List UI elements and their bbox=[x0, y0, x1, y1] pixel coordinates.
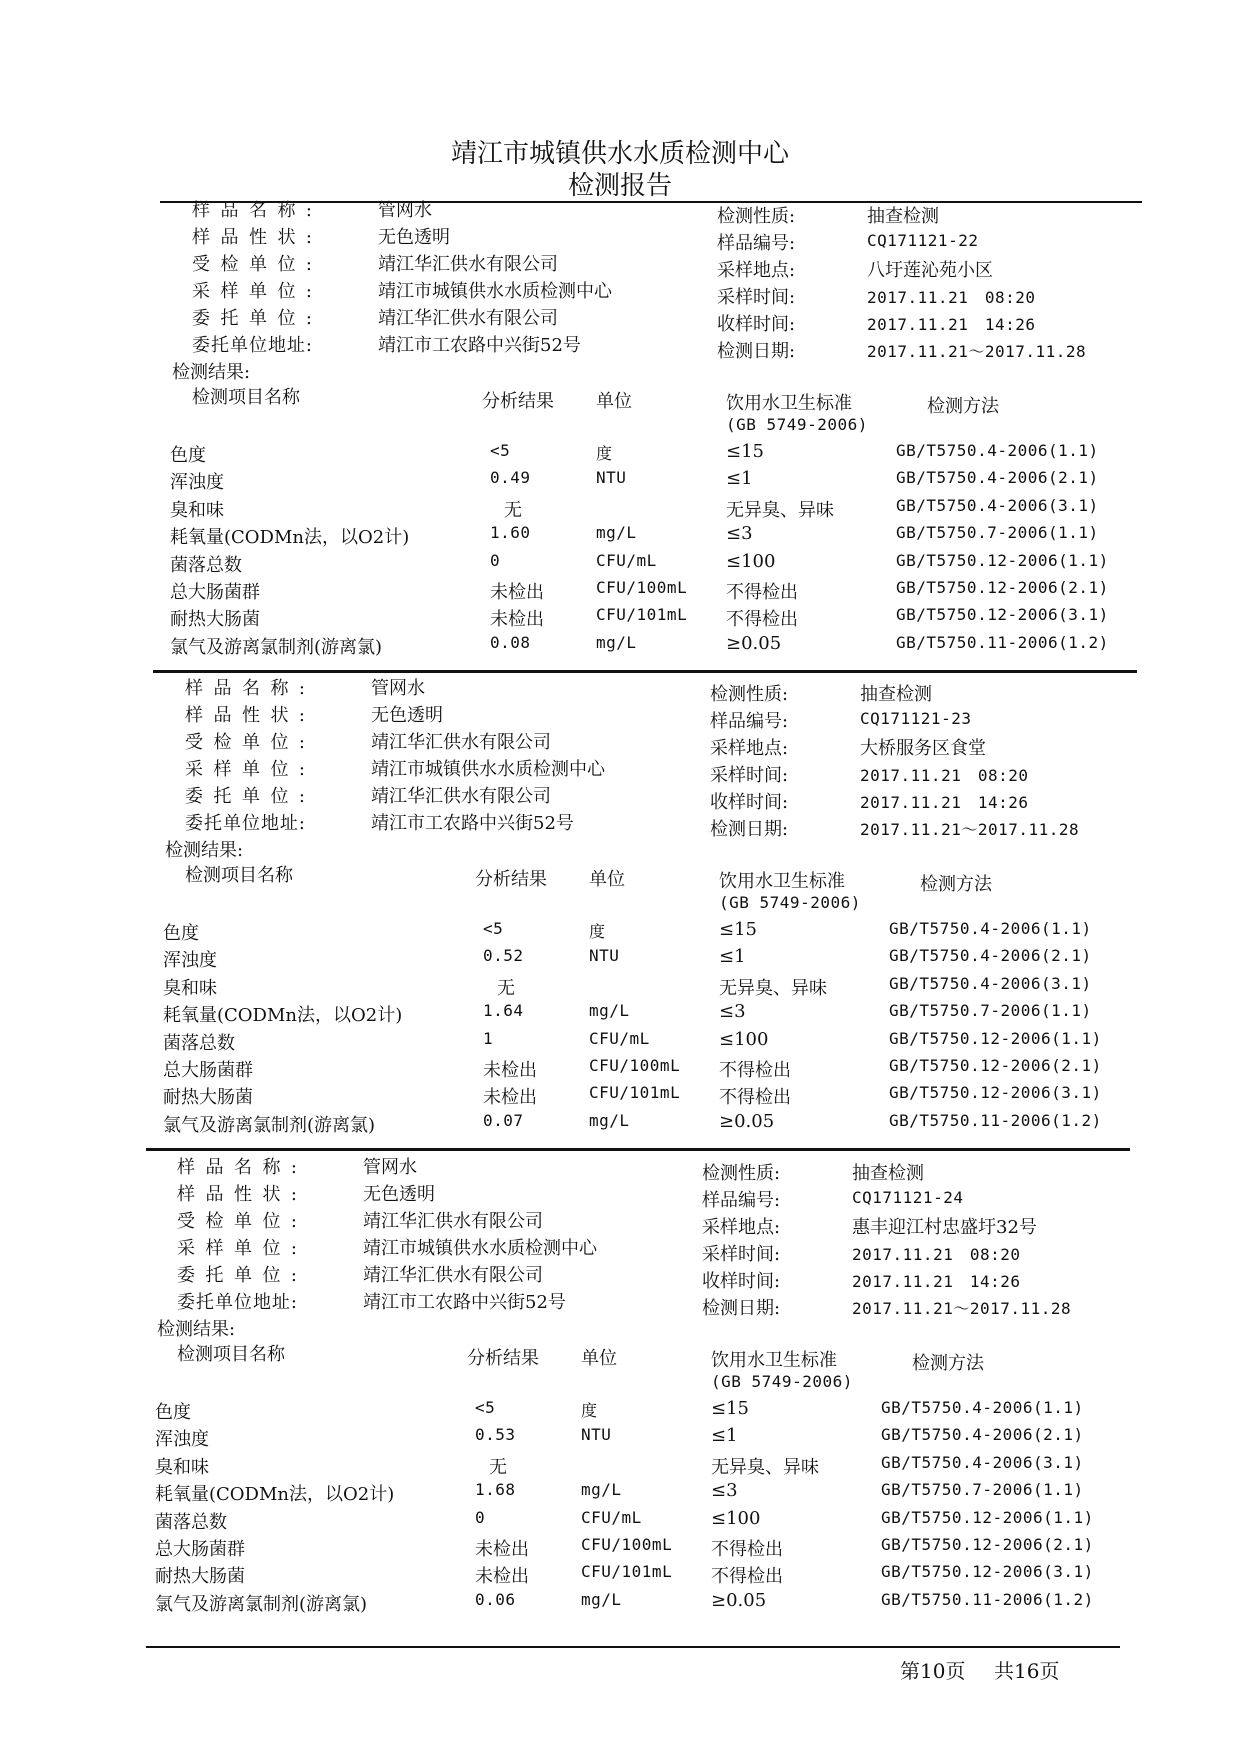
cell-standard: ≤1 bbox=[726, 468, 753, 490]
cell-unit: mg/L bbox=[596, 523, 637, 543]
cell-unit: NTU bbox=[589, 946, 620, 966]
inspected-unit-value: 靖江华汇供水有限公司 bbox=[378, 254, 558, 275]
cell-item: 总大肠菌群 bbox=[170, 582, 260, 603]
sampling-time-label: 采样时间: bbox=[717, 287, 796, 308]
cell-result: 未检出 bbox=[490, 582, 544, 603]
receive-time-label: 收样时间: bbox=[717, 314, 796, 335]
cell-item: 臭和味 bbox=[170, 499, 224, 521]
cell-unit: CFU/101mL bbox=[596, 605, 688, 625]
cell-method: GB/T5750.11-2006(1.2) bbox=[889, 1110, 1102, 1130]
sample-section-2 bbox=[153, 674, 1153, 1154]
cell-standard: 不得检出 bbox=[711, 1566, 783, 1588]
inspected-unit-label: 受检单位: bbox=[185, 732, 305, 753]
cell-result: 0.52 bbox=[483, 946, 524, 966]
cell-result: <5 bbox=[483, 919, 504, 938]
col-standard-header: 饮用水卫生标准 bbox=[726, 393, 852, 414]
table-row bbox=[153, 1056, 1153, 1082]
cell-standard: ≤3 bbox=[711, 1480, 738, 1502]
sampling-unit-value: 靖江市城镇供水水质检测中心 bbox=[378, 281, 612, 302]
client-unit-value: 靖江华汇供水有限公司 bbox=[378, 308, 558, 329]
col-unit-header: 单位 bbox=[589, 869, 625, 890]
cell-unit: NTU bbox=[581, 1425, 612, 1445]
table-row bbox=[145, 1453, 1145, 1479]
cell-method: GB/T5750.4-2006(3.1) bbox=[889, 973, 1092, 993]
cell-unit: CFU/100mL bbox=[596, 578, 688, 597]
sampling-unit-label: 采样单位: bbox=[185, 759, 305, 780]
cell-standard: ≥0.05 bbox=[719, 1110, 775, 1132]
sample-name-value: 管网水 bbox=[371, 678, 425, 699]
cell-result: 无 bbox=[497, 977, 515, 999]
cell-standard: ≤3 bbox=[719, 1001, 746, 1023]
cell-method: GB/T5750.4-2006(3.1) bbox=[881, 1452, 1084, 1472]
table-row bbox=[153, 974, 1153, 1000]
sampling-unit-label: 采样单位: bbox=[192, 281, 312, 302]
cell-method: GB/T5750.4-2006(1.1) bbox=[881, 1398, 1084, 1417]
col-standard-subheader: (GB 5749-2006) bbox=[719, 893, 861, 912]
cell-method: GB/T5750.11-2006(1.2) bbox=[881, 1589, 1094, 1609]
cell-result: 无 bbox=[504, 499, 522, 521]
cell-standard: ≤100 bbox=[711, 1507, 761, 1529]
page-number: 第10页 bbox=[900, 1659, 966, 1683]
sampling-site-label: 采样地点: bbox=[702, 1217, 781, 1238]
col-result-header: 分析结果 bbox=[467, 1348, 539, 1369]
sampling-site-value: 惠丰迎江村忠盛圩32号 bbox=[852, 1217, 1037, 1238]
cell-standard: 不得检出 bbox=[719, 1060, 791, 1081]
cell-unit: mg/L bbox=[596, 632, 637, 652]
table-row bbox=[145, 1562, 1145, 1588]
cell-method: GB/T5750.4-2006(1.1) bbox=[889, 919, 1092, 938]
sampling-unit-value: 靖江市城镇供水水质检测中心 bbox=[363, 1238, 597, 1259]
cell-item: 臭和味 bbox=[155, 1456, 209, 1478]
table-row bbox=[153, 1001, 1153, 1027]
table-row bbox=[160, 496, 1160, 522]
cell-method: GB/T5750.12-2006(3.1) bbox=[881, 1562, 1094, 1582]
cell-item: 菌落总数 bbox=[170, 554, 242, 576]
sample-name-value: 管网水 bbox=[363, 1157, 417, 1178]
cell-unit: CFU/100mL bbox=[589, 1056, 681, 1075]
client-address-label: 委托单位地址: bbox=[192, 335, 312, 356]
test-date-value: 2017.11.21～2017.11.28 bbox=[867, 342, 1087, 361]
cell-result: 0.08 bbox=[490, 632, 531, 652]
sample-state-value: 无色透明 bbox=[363, 1184, 435, 1205]
cell-item: 氯气及游离氯制剂(游离氯) bbox=[163, 1114, 376, 1136]
test-nature-value: 抽查检测 bbox=[860, 684, 932, 705]
test-nature-label: 检测性质: bbox=[702, 1163, 781, 1184]
cell-method: GB/T5750.12-2006(1.1) bbox=[881, 1507, 1094, 1527]
cell-result: 1 bbox=[483, 1028, 494, 1048]
cell-standard: 无异臭、异味 bbox=[726, 499, 834, 521]
cell-item: 菌落总数 bbox=[163, 1032, 235, 1054]
col-item-header: 检测项目名称 bbox=[192, 387, 300, 408]
cell-standard: ≤3 bbox=[726, 523, 753, 545]
cell-item: 浑浊度 bbox=[155, 1429, 209, 1451]
client-address-label: 委托单位地址: bbox=[177, 1292, 297, 1313]
cell-item: 臭和味 bbox=[163, 977, 217, 999]
table-row bbox=[153, 946, 1153, 972]
cell-unit: CFU/101mL bbox=[581, 1562, 673, 1582]
report-title: 检测报告 bbox=[567, 171, 672, 201]
sampling-time-value: 2017.11.21 08:20 bbox=[852, 1245, 1021, 1264]
sample-no-label: 样品编号: bbox=[702, 1190, 781, 1211]
cell-standard: 不得检出 bbox=[726, 609, 798, 631]
col-method-header: 检测方法 bbox=[912, 1353, 984, 1374]
cell-result: 未检出 bbox=[490, 609, 544, 631]
test-date-label: 检测日期: bbox=[702, 1298, 781, 1319]
col-unit-header: 单位 bbox=[596, 391, 632, 412]
test-nature-label: 检测性质: bbox=[717, 206, 796, 227]
cell-item: 氯气及游离氯制剂(游离氯) bbox=[170, 636, 383, 658]
receive-time-label: 收样时间: bbox=[702, 1271, 781, 1292]
col-standard-subheader: (GB 5749-2006) bbox=[726, 415, 868, 434]
cell-result: 0.06 bbox=[475, 1589, 516, 1609]
cell-result: 1.64 bbox=[483, 1001, 524, 1021]
cell-result: 0.07 bbox=[483, 1110, 524, 1130]
cell-method: GB/T5750.4-2006(2.1) bbox=[896, 468, 1099, 488]
table-row bbox=[160, 633, 1160, 659]
cell-item: 氯气及游离氯制剂(游离氯) bbox=[155, 1593, 368, 1615]
sample-no-value: CQ171121-22 bbox=[867, 231, 979, 250]
receive-time-label: 收样时间: bbox=[710, 792, 789, 813]
table-row bbox=[160, 605, 1160, 631]
cell-standard: 无异臭、异味 bbox=[711, 1456, 819, 1478]
sampling-site-label: 采样地点: bbox=[717, 260, 796, 281]
sample-name-label: 样品名称: bbox=[185, 678, 305, 699]
cell-result: 1.60 bbox=[490, 523, 531, 543]
cell-standard: 不得检出 bbox=[719, 1087, 791, 1109]
table-row bbox=[153, 919, 1153, 945]
cell-unit: CFU/mL bbox=[581, 1507, 642, 1527]
sampling-time-value: 2017.11.21 08:20 bbox=[860, 766, 1029, 785]
sampling-unit-label: 采样单位: bbox=[177, 1238, 297, 1259]
col-standard-header: 饮用水卫生标准 bbox=[719, 871, 845, 892]
cell-result: 未检出 bbox=[475, 1566, 529, 1588]
cell-method: GB/T5750.12-2006(2.1) bbox=[889, 1056, 1102, 1075]
sample-no-value: CQ171121-24 bbox=[852, 1188, 964, 1207]
cell-unit: CFU/101mL bbox=[589, 1083, 681, 1103]
sample-state-value: 无色透明 bbox=[378, 227, 450, 248]
client-address-value: 靖江市工农路中兴街52号 bbox=[371, 813, 574, 834]
table-row bbox=[153, 1029, 1153, 1055]
inspected-unit-label: 受检单位: bbox=[177, 1211, 297, 1232]
sample-name-label: 样品名称: bbox=[177, 1157, 297, 1178]
cell-unit: mg/L bbox=[589, 1001, 630, 1021]
sampling-site-label: 采样地点: bbox=[710, 738, 789, 759]
sampling-site-value: 大桥服务区食堂 bbox=[860, 738, 986, 759]
client-unit-value: 靖江华汇供水有限公司 bbox=[371, 786, 551, 807]
cell-item: 耗氧量(CODMn法，以O2计) bbox=[155, 1484, 395, 1506]
test-date-value: 2017.11.21～2017.11.28 bbox=[852, 1299, 1072, 1318]
col-unit-header: 单位 bbox=[581, 1348, 617, 1369]
test-nature-value: 抽查检测 bbox=[852, 1163, 924, 1184]
col-standard-header: 饮用水卫生标准 bbox=[711, 1350, 837, 1371]
receive-time-value: 2017.11.21 14:26 bbox=[852, 1272, 1021, 1291]
col-method-header: 检测方法 bbox=[920, 874, 992, 895]
cell-method: GB/T5750.12-2006(1.1) bbox=[889, 1028, 1102, 1048]
col-result-header: 分析结果 bbox=[482, 391, 554, 412]
cell-item: 耗氧量(CODMn法，以O2计) bbox=[163, 1005, 403, 1027]
cell-method: GB/T5750.4-2006(2.1) bbox=[889, 946, 1092, 966]
cell-method: GB/T5750.11-2006(1.2) bbox=[896, 632, 1109, 652]
cell-item: 耐热大肠菌 bbox=[170, 609, 260, 631]
cell-standard: ≤15 bbox=[719, 919, 757, 940]
cell-unit: mg/L bbox=[581, 1589, 622, 1609]
sampling-unit-value: 靖江市城镇供水水质检测中心 bbox=[371, 759, 605, 780]
cell-item: 耐热大肠菌 bbox=[163, 1087, 253, 1109]
col-item-header: 检测项目名称 bbox=[185, 865, 293, 886]
cell-result: 0.49 bbox=[490, 468, 531, 488]
table-row bbox=[145, 1398, 1145, 1424]
col-standard-subheader: (GB 5749-2006) bbox=[711, 1372, 853, 1391]
sample-section-3 bbox=[145, 1153, 1145, 1633]
bottom-divider bbox=[146, 1646, 1120, 1648]
table-row bbox=[145, 1425, 1145, 1451]
cell-result: 未检出 bbox=[475, 1539, 529, 1560]
receive-time-value: 2017.11.21 14:26 bbox=[867, 315, 1036, 334]
sample-state-label: 样品性状: bbox=[185, 705, 305, 726]
client-unit-label: 委托单位: bbox=[185, 786, 305, 807]
cell-standard: 不得检出 bbox=[726, 582, 798, 603]
cell-standard: ≤15 bbox=[711, 1398, 749, 1419]
results-label: 检测结果: bbox=[165, 840, 244, 861]
cell-item: 浑浊度 bbox=[163, 950, 217, 972]
cell-unit: mg/L bbox=[589, 1110, 630, 1130]
cell-unit: CFU/mL bbox=[596, 550, 657, 570]
sample-state-value: 无色透明 bbox=[371, 705, 443, 726]
table-row bbox=[160, 523, 1160, 549]
cell-unit: mg/L bbox=[581, 1480, 622, 1500]
sample-section-1 bbox=[160, 196, 1160, 676]
cell-unit: CFU/100mL bbox=[581, 1535, 673, 1554]
table-row bbox=[145, 1535, 1145, 1561]
cell-unit: 度 bbox=[589, 922, 606, 941]
cell-result: 1.68 bbox=[475, 1480, 516, 1500]
test-date-label: 检测日期: bbox=[710, 819, 789, 840]
cell-result: 0 bbox=[475, 1507, 486, 1527]
table-row bbox=[160, 441, 1160, 467]
cell-method: GB/T5750.12-2006(1.1) bbox=[896, 550, 1109, 570]
cell-standard: ≤1 bbox=[719, 946, 746, 968]
sample-name-value: 管网水 bbox=[378, 200, 432, 221]
results-label: 检测结果: bbox=[157, 1319, 236, 1340]
cell-result: <5 bbox=[475, 1398, 496, 1417]
cell-method: GB/T5750.12-2006(2.1) bbox=[881, 1535, 1094, 1554]
cell-method: GB/T5750.7-2006(1.1) bbox=[889, 1001, 1092, 1021]
client-address-value: 靖江市工农路中兴街52号 bbox=[363, 1292, 566, 1313]
cell-item: 耗氧量(CODMn法，以O2计) bbox=[170, 527, 410, 549]
cell-standard: 无异臭、异味 bbox=[719, 977, 827, 999]
cell-standard: ≤100 bbox=[726, 550, 776, 572]
cell-unit: NTU bbox=[596, 468, 627, 488]
cell-method: GB/T5750.4-2006(2.1) bbox=[881, 1425, 1084, 1445]
cell-standard: ≤100 bbox=[719, 1028, 769, 1050]
client-unit-label: 委托单位: bbox=[192, 308, 312, 329]
table-row bbox=[145, 1508, 1145, 1534]
cell-method: GB/T5750.12-2006(3.1) bbox=[896, 605, 1109, 625]
test-date-label: 检测日期: bbox=[717, 341, 796, 362]
cell-method: GB/T5750.7-2006(1.1) bbox=[881, 1480, 1084, 1500]
section-divider bbox=[153, 670, 1137, 673]
cell-item: 总大肠菌群 bbox=[163, 1060, 253, 1081]
col-result-header: 分析结果 bbox=[475, 869, 547, 890]
cell-item: 浑浊度 bbox=[170, 472, 224, 494]
cell-standard: ≤15 bbox=[726, 441, 764, 462]
cell-item: 耐热大肠菌 bbox=[155, 1566, 245, 1588]
page-total: 共16页 bbox=[994, 1659, 1060, 1683]
cell-standard: 不得检出 bbox=[711, 1539, 783, 1560]
cell-method: GB/T5750.7-2006(1.1) bbox=[896, 523, 1099, 543]
table-row bbox=[145, 1480, 1145, 1506]
cell-result: 0.53 bbox=[475, 1425, 516, 1445]
cell-unit: 度 bbox=[596, 444, 613, 463]
cell-method: GB/T5750.4-2006(1.1) bbox=[896, 441, 1099, 460]
cell-result: <5 bbox=[490, 441, 511, 460]
table-row bbox=[160, 578, 1160, 604]
cell-result: 无 bbox=[489, 1456, 507, 1478]
table-row bbox=[160, 551, 1160, 577]
sample-state-label: 样品性状: bbox=[177, 1184, 297, 1205]
cell-method: GB/T5750.12-2006(2.1) bbox=[896, 578, 1109, 597]
cell-method: GB/T5750.12-2006(3.1) bbox=[889, 1083, 1102, 1103]
table-row bbox=[145, 1590, 1145, 1616]
cell-item: 色度 bbox=[170, 445, 206, 466]
cell-item: 色度 bbox=[163, 923, 199, 944]
client-address-label: 委托单位地址: bbox=[185, 813, 305, 834]
org-title: 靖江市城镇供水水质检测中心 bbox=[450, 139, 789, 169]
client-unit-label: 委托单位: bbox=[177, 1265, 297, 1286]
client-unit-value: 靖江华汇供水有限公司 bbox=[363, 1265, 543, 1286]
cell-item: 菌落总数 bbox=[155, 1511, 227, 1533]
cell-standard: ≥0.05 bbox=[711, 1589, 767, 1611]
table-row bbox=[153, 1083, 1153, 1109]
inspected-unit-label: 受检单位: bbox=[192, 254, 312, 275]
cell-method: GB/T5750.4-2006(3.1) bbox=[896, 495, 1099, 515]
sample-no-label: 样品编号: bbox=[717, 233, 796, 254]
test-nature-label: 检测性质: bbox=[710, 684, 789, 705]
cell-unit: 度 bbox=[581, 1401, 598, 1420]
test-nature-value: 抽查检测 bbox=[867, 206, 939, 227]
inspected-unit-value: 靖江华汇供水有限公司 bbox=[363, 1211, 543, 1232]
inspected-unit-value: 靖江华汇供水有限公司 bbox=[371, 732, 551, 753]
table-row bbox=[160, 468, 1160, 494]
sample-state-label: 样品性状: bbox=[192, 227, 312, 248]
cell-result: 0 bbox=[490, 550, 501, 570]
test-date-value: 2017.11.21～2017.11.28 bbox=[860, 820, 1080, 839]
sampling-site-value: 八圩莲沁苑小区 bbox=[867, 260, 993, 281]
section-divider bbox=[146, 1148, 1130, 1151]
cell-result: 未检出 bbox=[483, 1060, 537, 1081]
results-label: 检测结果: bbox=[172, 362, 251, 383]
client-address-value: 靖江市工农路中兴街52号 bbox=[378, 335, 581, 356]
sample-no-value: CQ171121-23 bbox=[860, 709, 972, 728]
sample-no-label: 样品编号: bbox=[710, 711, 789, 732]
col-method-header: 检测方法 bbox=[927, 396, 999, 417]
cell-item: 色度 bbox=[155, 1402, 191, 1423]
col-item-header: 检测项目名称 bbox=[177, 1344, 285, 1365]
cell-result: 未检出 bbox=[483, 1087, 537, 1109]
cell-item: 总大肠菌群 bbox=[155, 1539, 245, 1560]
sampling-time-value: 2017.11.21 08:20 bbox=[867, 288, 1036, 307]
cell-standard: ≥0.05 bbox=[726, 632, 782, 654]
table-row bbox=[153, 1111, 1153, 1137]
sample-name-label: 样品名称: bbox=[192, 200, 312, 221]
sampling-time-label: 采样时间: bbox=[710, 765, 789, 786]
cell-unit: CFU/mL bbox=[589, 1028, 650, 1048]
sampling-time-label: 采样时间: bbox=[702, 1244, 781, 1265]
cell-standard: ≤1 bbox=[711, 1425, 738, 1447]
receive-time-value: 2017.11.21 14:26 bbox=[860, 793, 1029, 812]
